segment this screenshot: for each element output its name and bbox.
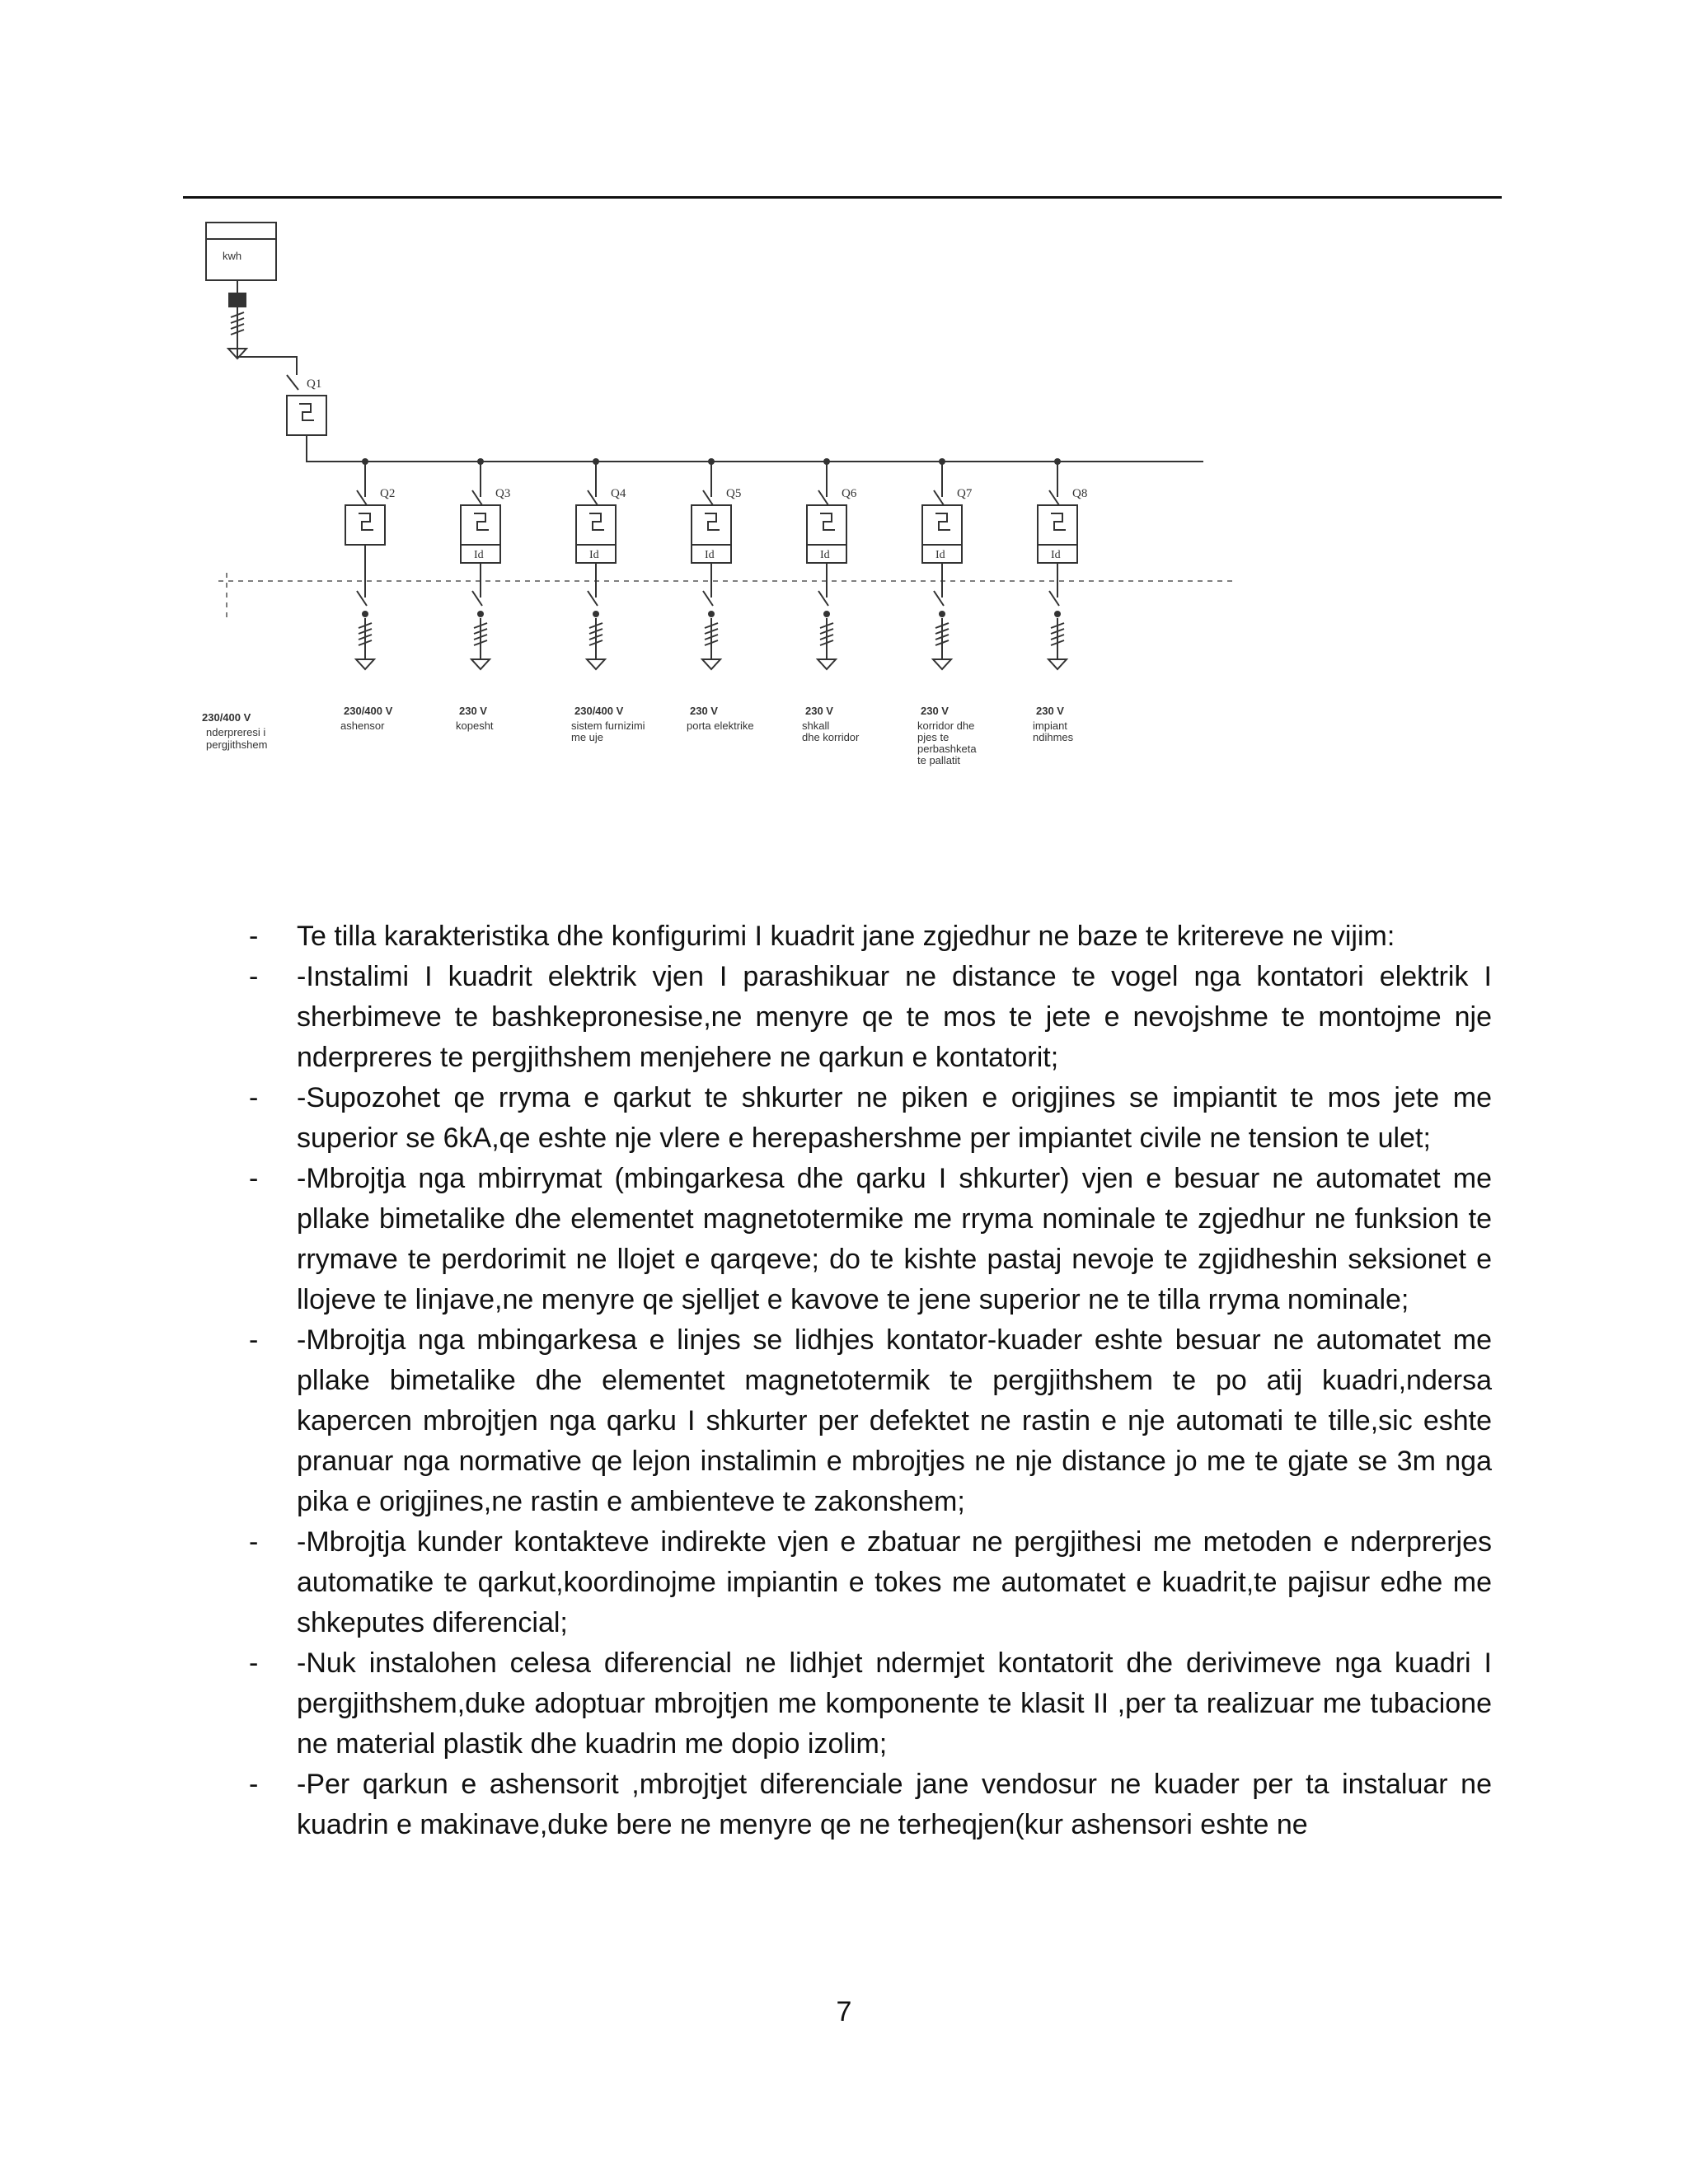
header-rule — [183, 196, 1502, 199]
differential-label: Id — [935, 549, 945, 561]
branch-voltage: 230/400 V — [574, 705, 624, 717]
main-voltage: 230/400 V — [202, 711, 251, 724]
breaker-box — [576, 505, 616, 545]
list-item-text: -Mbrojtja nga mbirrymat (mbingarkesa dhe qarku I shkurter) vjen e besuar ne automatet me pllake bimetalike dhe elementet magnetotermike me rryma nominale te zgjedhur ne funksion te rrymave te perdorimit ne llojet e qarqeve; do te kishte pastaj nevoje te zgjidheshin seksionet e llojeve te linjave,ne menyre qe sjelljet e kavove te jene superior ne te tilla rryma nominale; — [297, 1163, 1492, 1315]
busbar — [307, 435, 1203, 462]
differential-label: Id — [1051, 549, 1061, 561]
list-item — [239, 1159, 1492, 1320]
load-arrow-icon — [818, 659, 836, 669]
list-item-text: Te tilla karakteristika dhe konfigurimi I kuadrit jane zgjedhur ne baze te kritereve ne vijim: — [297, 921, 1395, 952]
list-item — [239, 916, 1492, 957]
bullet-dash: - — [249, 921, 259, 952]
differential-label: Id — [474, 549, 484, 561]
load-arrow-icon — [356, 659, 374, 669]
meter-label: kwh — [223, 250, 242, 262]
breaker-box — [692, 505, 731, 545]
breaker-label: Q6 — [842, 487, 857, 500]
differential-label: Id — [705, 549, 715, 561]
bullet-dash: - — [249, 1082, 259, 1113]
criteria-list — [239, 916, 1492, 1845]
breaker-box — [1038, 505, 1077, 545]
thermal-element-icon — [1051, 513, 1066, 530]
bullet-dash: - — [249, 1324, 259, 1356]
branch-caption: perbashketa — [917, 743, 977, 755]
main-caption: nderpreresi i — [206, 726, 266, 738]
list-item — [239, 1765, 1492, 1845]
breaker-box — [461, 505, 500, 545]
branch-voltage: 230/400 V — [344, 705, 393, 717]
load-arrow-icon — [702, 659, 720, 669]
list-item-text: -Mbrojtja nga mbingarkesa e linjes se lidhjes kontator-kuader eshte besuar ne automatet me pllake bimetalike dhe elementet magnetotermik te pergjithshem te po atij kuadri,ndersa kapercen mbrojtjen nga qarku I shkurter per defektet ne rastin e nje automati te tille,sic eshte pranuar nga normative qe lejon instalimin e mbrojtjes ne nje distance jo me te gjate se 3m nga pika e origjines,ne rastin e ambienteve te zakonshem; — [297, 1324, 1492, 1517]
bullet-dash: - — [249, 961, 259, 992]
branch-voltage: 230 V — [805, 705, 833, 717]
branch-voltage: 230 V — [459, 705, 487, 717]
branch-caption: kopesht — [456, 719, 494, 732]
breaker-label: Q4 — [611, 487, 626, 500]
terminal-node — [708, 611, 715, 617]
branch-voltage: 230 V — [921, 705, 949, 717]
list-item-text: -Instalimi I kuadrit elektrik vjen I parashikuar ne distance te vogel nga kontatori elektrik I sherbimeve te bashkepronesise,ne menyre qe te mos te jete e nevojshme te montojme nje nderpreres te pergjithshem menjehere ne qarkun e kontatorit; — [297, 961, 1492, 1073]
branch-caption: te pallatit — [917, 754, 961, 766]
list-item — [239, 1643, 1492, 1765]
load-arrow-icon — [1048, 659, 1067, 669]
thermal-element-icon — [705, 513, 720, 530]
branch-caption: impiant — [1033, 719, 1067, 732]
branch-caption: korridor dhe — [917, 719, 975, 732]
branch-caption: ndihmes — [1033, 731, 1074, 743]
branch-caption: sistem furnizimi — [571, 719, 645, 732]
branch-caption: dhe korridor — [802, 731, 860, 743]
main-caption: pergjithshem — [206, 738, 268, 751]
list-item-text: -Per qarkun e ashensorit ,mbrojtjet diferenciale jane vendosur ne kuader per ta instaluar ne kuadrin e makinave,duke bere ne menyre qe ne terheqjen(kur ashensori eshte ne — [297, 1769, 1492, 1840]
branch-caption: ashensor — [340, 719, 385, 732]
breaker-box — [922, 505, 962, 545]
terminal-node — [1054, 611, 1061, 617]
main-breaker-label: Q1 — [307, 377, 322, 391]
terminal-node — [939, 611, 945, 617]
main-feeder-wire — [237, 349, 297, 375]
breaker-box — [807, 505, 846, 545]
terminal-node — [823, 611, 830, 617]
list-item-text: -Nuk instalohen celesa diferencial ne lidhjet ndermjet kontatorit dhe derivimeve nga kuadri I pergjithshem,duke adoptuar mbrojtjen me komponente te klasit II ,per ta realizuar me tubacione ne material plastik dhe kuadrin me dopio izolim; — [297, 1647, 1492, 1760]
breaker-label: Q7 — [957, 487, 973, 500]
list-item-text: -Supozohet qe rryma e qarkut te shkurter ne piken e origjines se impiantit te mos jete me superior se 6kA,qe eshte nje vlere e herepashershme per impiantet civile ne tension te ulet; — [297, 1082, 1492, 1154]
branch-caption: pjes te — [917, 731, 950, 743]
branch-caption: porta elektrike — [687, 719, 754, 732]
list-item — [239, 1078, 1492, 1159]
terminal-node — [593, 611, 599, 617]
bullet-dash: - — [249, 1769, 259, 1800]
branch-voltage: 230 V — [690, 705, 718, 717]
load-arrow-icon — [933, 659, 951, 669]
list-item-text: -Mbrojtja kunder kontakteve indirekte vjen e zbatuar ne pergjithesi me metoden e nderprerjes automatike te qarkut,koordinojme impiantin e tokes me automatet e kuadrit,te pajisur edhe me shkeputes diferencial; — [297, 1526, 1492, 1638]
meter-terminal-icon — [228, 293, 246, 307]
breaker-label: Q5 — [726, 487, 742, 500]
main-switch-contact — [287, 375, 298, 390]
branch-voltage: 230 V — [1036, 705, 1064, 717]
page-number: 7 — [836, 1996, 852, 2027]
thermal-element-icon — [589, 513, 604, 530]
branch-caption: me uje — [571, 731, 604, 743]
thermal-element-icon — [299, 404, 314, 420]
bullet-dash: - — [249, 1647, 259, 1679]
branch-caption: shkall — [802, 719, 830, 732]
list-item — [239, 957, 1492, 1078]
load-arrow-icon — [587, 659, 605, 669]
bullet-dash: - — [249, 1526, 259, 1558]
differential-label: Id — [589, 549, 599, 561]
breaker-label: Q2 — [380, 487, 396, 500]
breaker-label: Q3 — [495, 487, 511, 500]
list-item — [239, 1320, 1492, 1522]
breaker-box — [345, 505, 385, 545]
differential-label: Id — [820, 549, 830, 561]
thermal-element-icon — [359, 513, 373, 530]
load-arrow-icon — [471, 659, 490, 669]
terminal-node — [477, 611, 484, 617]
thermal-element-icon — [935, 513, 950, 530]
main-breaker-box — [287, 396, 326, 435]
thermal-element-icon — [820, 513, 835, 530]
bullet-dash: - — [249, 1163, 259, 1194]
breaker-label: Q8 — [1072, 487, 1088, 500]
electrical-single-line-diagram — [181, 210, 1269, 804]
list-item — [239, 1522, 1492, 1643]
thermal-element-icon — [474, 513, 489, 530]
terminal-node — [362, 611, 368, 617]
